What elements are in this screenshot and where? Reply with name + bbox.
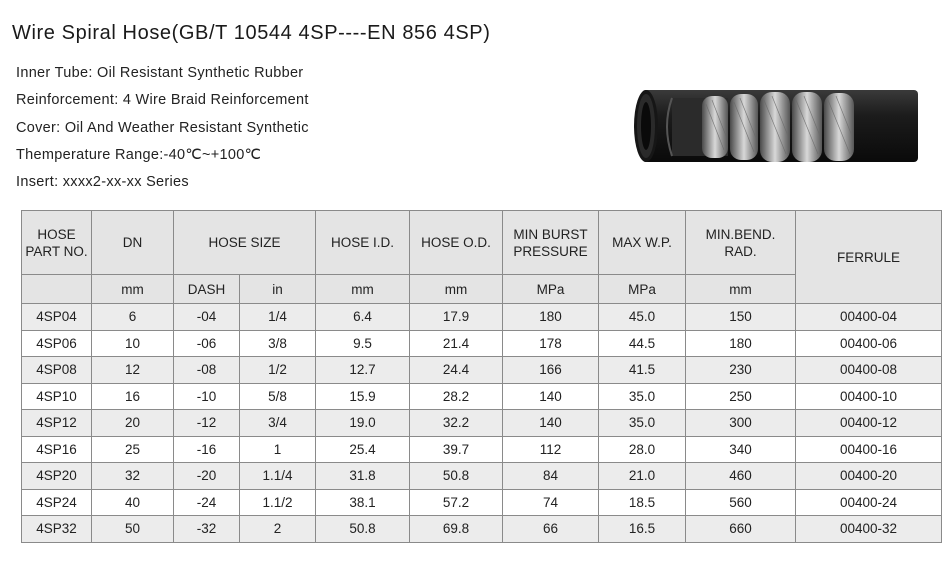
cell-hose-od: 39.7 [410, 436, 503, 463]
cell-min-bend: 150 [686, 304, 796, 331]
cell-dn: 16 [92, 383, 174, 410]
unit-min-bend: mm [686, 275, 796, 304]
cell-hose-id: 50.8 [316, 516, 410, 543]
cell-inch: 1.1/4 [240, 463, 316, 490]
cell-dn: 12 [92, 357, 174, 384]
cell-hose-od: 32.2 [410, 410, 503, 437]
cell-part-no: 4SP10 [22, 383, 92, 410]
table-header-row [22, 211, 942, 275]
cell-dash: -32 [174, 516, 240, 543]
cell-dn: 25 [92, 436, 174, 463]
cell-inch: 1/4 [240, 304, 316, 331]
cell-min-burst: 140 [503, 410, 599, 437]
cell-part-no: 4SP12 [22, 410, 92, 437]
cell-dash: -12 [174, 410, 240, 437]
cell-hose-od: 69.8 [410, 516, 503, 543]
unit-part-blank [22, 275, 92, 304]
spec-reinforcement: Reinforcement: 4 Wire Braid Reinforcement [16, 92, 309, 109]
table-row [22, 330, 942, 357]
cell-max-wp: 18.5 [599, 489, 686, 516]
cell-inch: 1/2 [240, 357, 316, 384]
header-hose-part-no: HOSE PART NO. [22, 211, 92, 275]
cell-dn: 50 [92, 516, 174, 543]
cell-inch: 3/4 [240, 410, 316, 437]
cell-min-burst: 140 [503, 383, 599, 410]
cell-hose-od: 17.9 [410, 304, 503, 331]
cell-min-bend: 300 [686, 410, 796, 437]
cell-dn: 6 [92, 304, 174, 331]
spec-table [21, 210, 942, 543]
cell-max-wp: 41.5 [599, 357, 686, 384]
unit-dn: mm [92, 275, 174, 304]
cell-max-wp: 16.5 [599, 516, 686, 543]
cell-max-wp: 21.0 [599, 463, 686, 490]
cell-min-burst: 178 [503, 330, 599, 357]
unit-hose-od: mm [410, 275, 503, 304]
header-max-wp: MAX W.P. [599, 211, 686, 275]
cell-dash: -10 [174, 383, 240, 410]
unit-min-burst: MPa [503, 275, 599, 304]
cell-dn: 40 [92, 489, 174, 516]
cell-min-burst: 84 [503, 463, 599, 490]
page-title: Wire Spiral Hose(GB/T 10544 4SP----EN 856 4SP) [12, 22, 491, 44]
unit-hose-id: mm [316, 275, 410, 304]
spec-list [16, 64, 309, 200]
cell-ferrule: 00400-12 [796, 410, 942, 437]
table-row [22, 304, 942, 331]
cell-hose-id: 6.4 [316, 304, 410, 331]
header-min-bend: MIN.BEND. RAD. [686, 211, 796, 275]
cell-part-no: 4SP06 [22, 330, 92, 357]
spec-insert: Insert: xxxx2-xx-xx Series [16, 174, 189, 191]
unit-dash: DASH [174, 275, 240, 304]
cell-dn: 20 [92, 410, 174, 437]
cell-max-wp: 28.0 [599, 436, 686, 463]
cell-hose-od: 57.2 [410, 489, 503, 516]
unit-inch: in [240, 275, 316, 304]
cell-inch: 3/8 [240, 330, 316, 357]
table-row [22, 357, 942, 384]
cell-hose-od: 21.4 [410, 330, 503, 357]
header-min-burst: MIN BURST PRESSURE [503, 211, 599, 275]
spec-cover: Cover: Oil And Weather Resistant Synthetic [16, 119, 309, 136]
cell-ferrule: 00400-10 [796, 383, 942, 410]
table-row [22, 463, 942, 490]
cell-hose-id: 12.7 [316, 357, 410, 384]
cell-hose-id: 31.8 [316, 463, 410, 490]
cell-min-bend: 460 [686, 463, 796, 490]
table-row [22, 436, 942, 463]
cell-dash: -06 [174, 330, 240, 357]
table-row [22, 410, 942, 437]
cell-max-wp: 44.5 [599, 330, 686, 357]
cell-inch: 5/8 [240, 383, 316, 410]
cell-max-wp: 35.0 [599, 383, 686, 410]
cell-hose-od: 28.2 [410, 383, 503, 410]
cell-hose-id: 19.0 [316, 410, 410, 437]
unit-max-wp: MPa [599, 275, 686, 304]
cell-min-bend: 250 [686, 383, 796, 410]
cell-ferrule: 00400-06 [796, 330, 942, 357]
cell-dash: -04 [174, 304, 240, 331]
cell-min-bend: 560 [686, 489, 796, 516]
cell-dash: -08 [174, 357, 240, 384]
cell-hose-id: 25.4 [316, 436, 410, 463]
cell-ferrule: 00400-32 [796, 516, 942, 543]
header-hose-id: HOSE I.D. [316, 211, 410, 275]
cell-min-bend: 660 [686, 516, 796, 543]
spec-inner-tube: Inner Tube: Oil Resistant Synthetic Rubber [16, 65, 304, 81]
cell-hose-od: 50.8 [410, 463, 503, 490]
cell-min-burst: 66 [503, 516, 599, 543]
table-row [22, 489, 942, 516]
table-row [22, 516, 942, 543]
cell-ferrule: 00400-16 [796, 436, 942, 463]
cell-ferrule: 00400-20 [796, 463, 942, 490]
hose-image [632, 84, 918, 168]
cell-part-no: 4SP04 [22, 304, 92, 331]
cell-dash: -16 [174, 436, 240, 463]
cell-min-bend: 180 [686, 330, 796, 357]
cell-inch: 1.1/2 [240, 489, 316, 516]
header-hose-size: HOSE SIZE [174, 211, 316, 275]
cell-max-wp: 35.0 [599, 410, 686, 437]
cell-hose-id: 38.1 [316, 489, 410, 516]
cell-min-burst: 74 [503, 489, 599, 516]
table-row [22, 383, 942, 410]
cell-min-bend: 340 [686, 436, 796, 463]
header-dn: DN [92, 211, 174, 275]
cell-max-wp: 45.0 [599, 304, 686, 331]
cell-part-no: 4SP16 [22, 436, 92, 463]
cell-dn: 32 [92, 463, 174, 490]
cell-ferrule: 00400-24 [796, 489, 942, 516]
cell-min-bend: 230 [686, 357, 796, 384]
cell-part-no: 4SP24 [22, 489, 92, 516]
cell-ferrule: 00400-08 [796, 357, 942, 384]
cell-part-no: 4SP32 [22, 516, 92, 543]
cell-dn: 10 [92, 330, 174, 357]
header-hose-od: HOSE O.D. [410, 211, 503, 275]
header-ferrule: FERRULE [796, 211, 942, 304]
cell-ferrule: 00400-04 [796, 304, 942, 331]
cell-min-burst: 112 [503, 436, 599, 463]
spec-temperature: Themperature Range:-40℃~+100℃ [16, 146, 262, 163]
cell-min-burst: 180 [503, 304, 599, 331]
cell-dash: -24 [174, 489, 240, 516]
cell-part-no: 4SP20 [22, 463, 92, 490]
cell-min-burst: 166 [503, 357, 599, 384]
cell-dash: -20 [174, 463, 240, 490]
cell-part-no: 4SP08 [22, 357, 92, 384]
cell-hose-id: 15.9 [316, 383, 410, 410]
cell-hose-od: 24.4 [410, 357, 503, 384]
cell-inch: 2 [240, 516, 316, 543]
cell-hose-id: 9.5 [316, 330, 410, 357]
cell-inch: 1 [240, 436, 316, 463]
